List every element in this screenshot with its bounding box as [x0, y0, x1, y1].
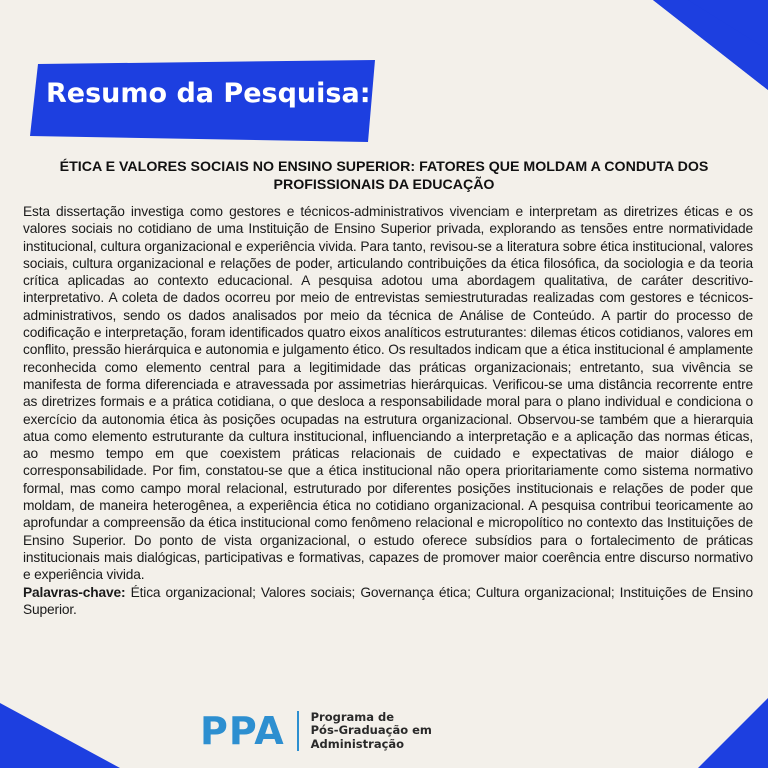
corner-decoration-bottom-left [0, 688, 120, 768]
logo-divider [297, 711, 299, 751]
program-line-3: Administração [310, 736, 405, 751]
keywords-label: Palavras-chave: [23, 584, 126, 600]
document-title: ÉTICA E VALORES SOCIAIS NO ENSINO SUPERIOR: FATORES QUE MOLDAM A CONDUTA DOS PROFISSIONAIS DA EDUCAÇÃO [59, 159, 709, 193]
keywords [23, 584, 753, 619]
abstract-body [23, 203, 753, 618]
program-line-2: Pós-Graduação em [310, 723, 432, 738]
badge-title: Resumo da Pesquisa: [46, 78, 371, 109]
footer-logo [200, 706, 432, 756]
program-name [311, 711, 432, 752]
corner-decoration-top-right [568, 0, 768, 90]
keywords-list: Ética organizacional; Valores sociais; Governança ética; Cultura organizacional; Instituições de Ensino Superior. [23, 584, 754, 617]
title-badge [30, 60, 375, 142]
corner-decoration-bottom-right [698, 698, 768, 768]
abstract-text: Esta dissertação investiga como gestores e técnicos-administrativos vivenciam e interpretam as diretrizes éticas e os valores sociais no cotidiano de uma Instituição de Ensino Superior privada, explorando as tensões entre normatividade institucional, cultura organizacional e experiência vivida. Para tanto, revisou-se a literatura sobre ética institucional, valores sociais, cultura organizacional e relações de poder, articulando contribuições da ética filosófica, da sociologia e da teoria crítica aplicadas ao contexto educacional. A pesquisa adotou uma abordagem qualitativa, de caráter descritivo-interpretativo. A coleta de dados ocorreu por meio de entrevistas semiestruturadas realizadas com gestores e técnicos-administrativos, sendo os dados analisados por meio da técnica de Análise de Conteúdo. A partir do processo de codificação e interpretação, foram identificados quatro eixos analíticos estruturantes: dilemas éticos cotidianos, valores em conflito, pressão hierárquica e autonomia e julgamento ético. Os resultados indicam que a ética institucional é amplamente reconhecida como elemento central para a legitimidade das práticas organizacionais; entretanto, sua vivência se manifesta de forma diferenciada e atravessada por assimetrias hierárquicas. Verificou-se uma distância recorrente entre as diretrizes formais e a prática cotidiana, o que desloca a responsabilidade moral para o plano individual e condiciona o exercício da autonomia ética às posições ocupadas na estrutura organizacional. Observou-se também que a hierarquia atua como elemento estruturante da cultura institucional, influenciando a interpretação e a aplicação das normas éticas, ao mesmo tempo em que coexistem práticas relacionais de cuidado e expectativas de maior diálogo e corresponsabilidade. Por fim, constatou-se que a ética institucional não opera prioritariamente como sistema normativo formal, mas como campo moral relacional, estruturado por diferentes posições institucionais e relações de poder que moldam, de maneira heterogênea, a experiência ética no cotidiano organizacional. A pesquisa contribui teoricamente ao aprofundar a compreensão da ética institucional como fenômeno relacional e micropolítico no contexto das Instituições de Ensino Superior. Do ponto de vista organizacional, o estudo oferece subsídios para o fortalecimento de práticas institucionais mais dialógicas, participativas e formativas, capazes de promover maior coerência entre discurso normativo e experiência vivida. [23, 204, 753, 583]
program-line-1: Programa de [310, 709, 395, 724]
ppa-logo: PPA [200, 709, 285, 753]
